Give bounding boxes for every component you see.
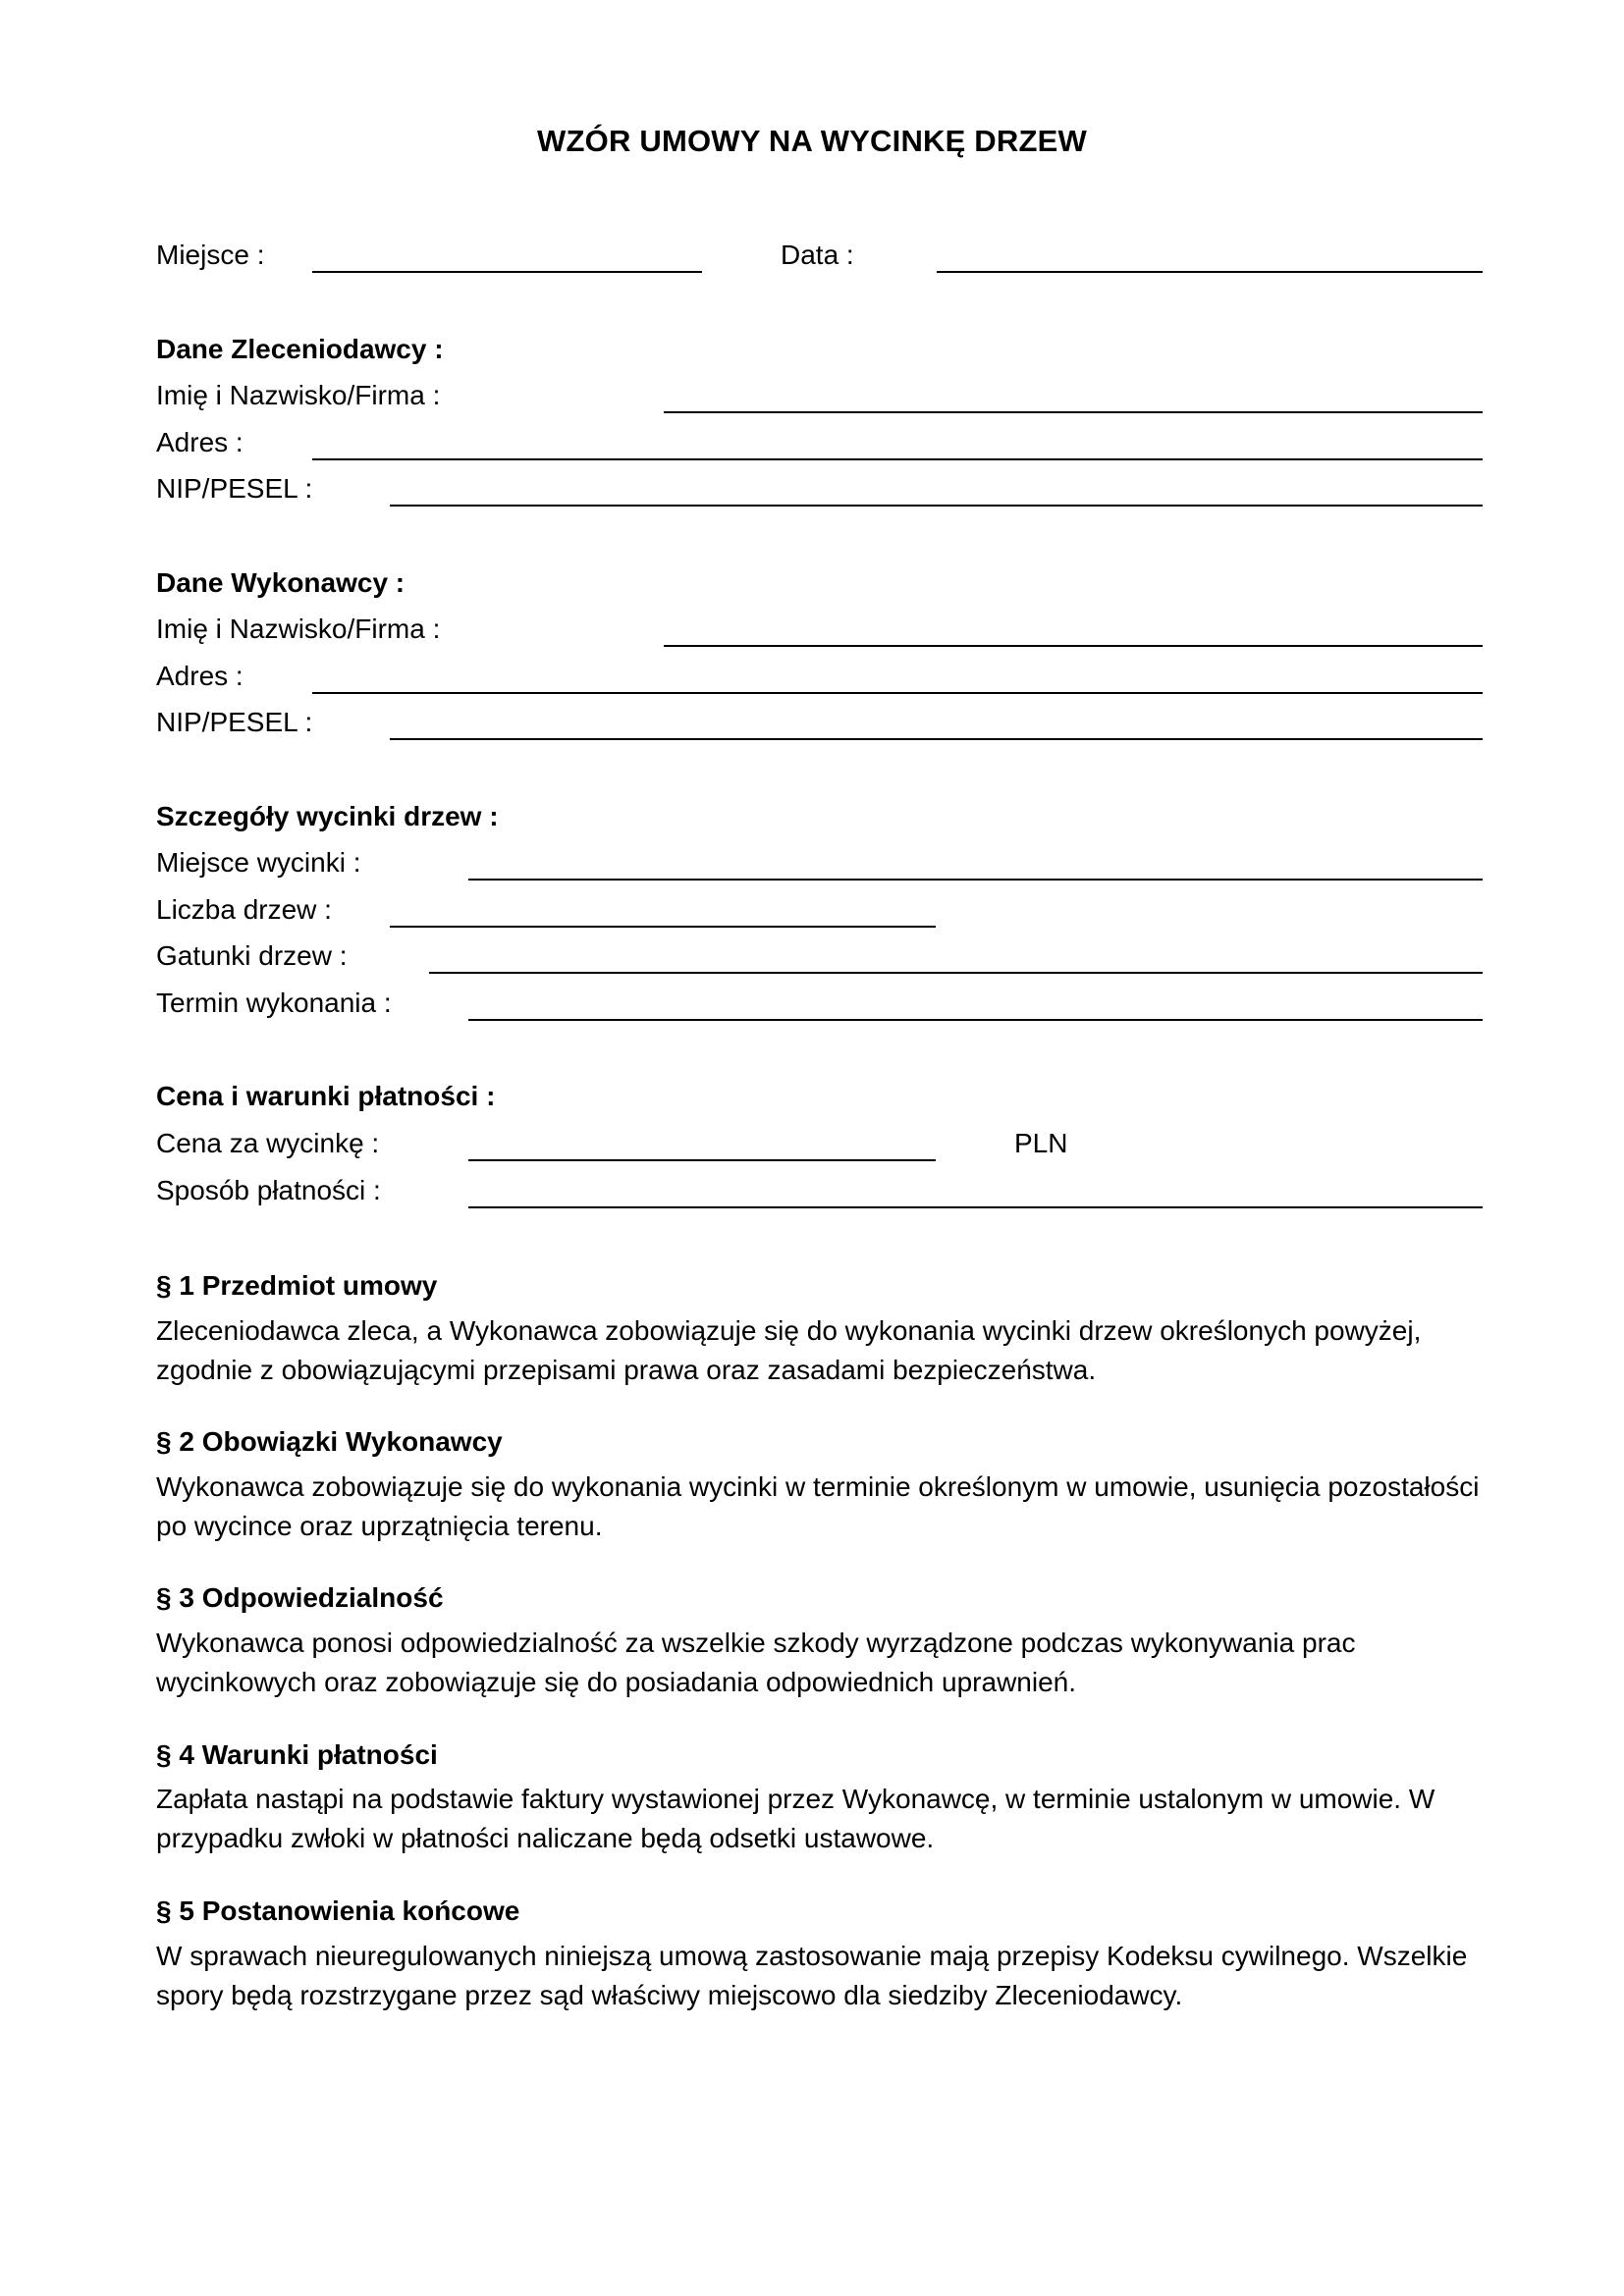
section-4-line-1: Zapłata nastąpi na podstawie faktury wystawionej przez Wykonawcę, w terminie ustalonym w umowie. W [156,1784,1435,1814]
payment-heading: Cena i warunki płatności : [156,1081,496,1111]
details-heading: Szczegóły wycinki drzew : [156,801,499,831]
section-4-text [156,1780,1501,1858]
section-5-line-1: W sprawach nieuregulowanych niniejszą umową zastosowanie mają przepisy Kodeksu cywilnego. Wszelkie [156,1941,1468,1971]
section-3-line-1: Wykonawca ponosi odpowiedzialność za wszelkie szkody wyrządzone podczas wykonywania prac [156,1628,1356,1658]
client-address-field-line[interactable] [312,458,1483,460]
section-2-text [156,1468,1501,1546]
payment-method-field-line[interactable] [468,1206,1483,1208]
section-5-heading: § 5 Postanowienia końcowe [156,1896,520,1926]
date-field-line[interactable] [937,271,1483,273]
place-label: Miejsce : [156,240,265,270]
date-label: Data : [781,240,854,270]
section-2-line-2: po wycince oraz uprzątnięcia terenu. [156,1511,603,1541]
client-tax-field-line[interactable] [390,505,1483,507]
species-field-line[interactable] [429,972,1483,974]
section-1-line-1: Zleceniodawca zleca, a Wykonawca zobowiązuje się do wykonania wycinki drzew określonych powyżej, [156,1315,1422,1346]
price-field-line[interactable] [468,1159,936,1161]
contractor-heading: Dane Wykonawcy : [156,567,406,598]
client-tax-label: NIP/PESEL : [156,473,313,504]
section-4-line-2: przypadku zwłoki w płatności naliczane będą odsetki ustawowe. [156,1823,935,1853]
section-3-line-2: wycinkowych oraz zobowiązuje się do posiadania odpowiednich uprawnień. [156,1667,1077,1697]
deadline-field-line[interactable] [468,1019,1483,1021]
section-1-text [156,1311,1501,1390]
contractor-name-field-line[interactable] [664,645,1483,647]
client-heading: Dane Zleceniodawcy : [156,334,444,364]
client-name-label: Imię i Nazwisko/Firma : [156,380,441,410]
tree-count-label: Liczba drzew : [156,894,332,925]
section-2-heading: § 2 Obowiązki Wykonawcy [156,1426,503,1457]
section-3-text [156,1624,1501,1702]
section-4-heading: § 4 Warunki płatności [156,1739,438,1770]
contractor-name-label: Imię i Nazwisko/Firma : [156,614,441,644]
location-label: Miejsce wycinki : [156,847,361,878]
section-3-heading: § 3 Odpowiedzialność [156,1582,444,1613]
location-field-line[interactable] [468,879,1483,881]
contractor-tax-label: NIP/PESEL : [156,707,313,737]
section-1-line-2: zgodnie z obowiązującymi przepisami prawa oraz zasadami bezpieczeństwa. [156,1355,1097,1385]
contractor-tax-field-line[interactable] [390,738,1483,740]
document-title: WZÓR UMOWY NA WYCINKĘ DRZEW [537,124,1087,158]
deadline-label: Termin wykonania : [156,988,392,1018]
client-name-field-line[interactable] [664,411,1483,413]
contractor-address-label: Adres : [156,661,244,691]
price-label: Cena za wycinkę : [156,1128,380,1158]
section-1-heading: § 1 Przedmiot umowy [156,1270,438,1301]
contractor-address-field-line[interactable] [312,692,1483,694]
species-label: Gatunki drzew : [156,940,348,971]
place-field-line[interactable] [312,271,702,273]
payment-method-label: Sposób płatności : [156,1175,381,1205]
section-2-line-1: Wykonawca zobowiązuje się do wykonania wycinki w terminie określonym w umowie, usunięcia pozostałości [156,1471,1480,1502]
client-address-label: Adres : [156,427,244,457]
section-5-text [156,1937,1501,2015]
tree-count-field-line[interactable] [390,926,936,928]
section-5-line-2: spory będą rozstrzygane przez sąd właściwy miejscowo dla siedziby Zleceniodawcy. [156,1980,1183,2010]
currency-label: PLN [1014,1128,1068,1158]
